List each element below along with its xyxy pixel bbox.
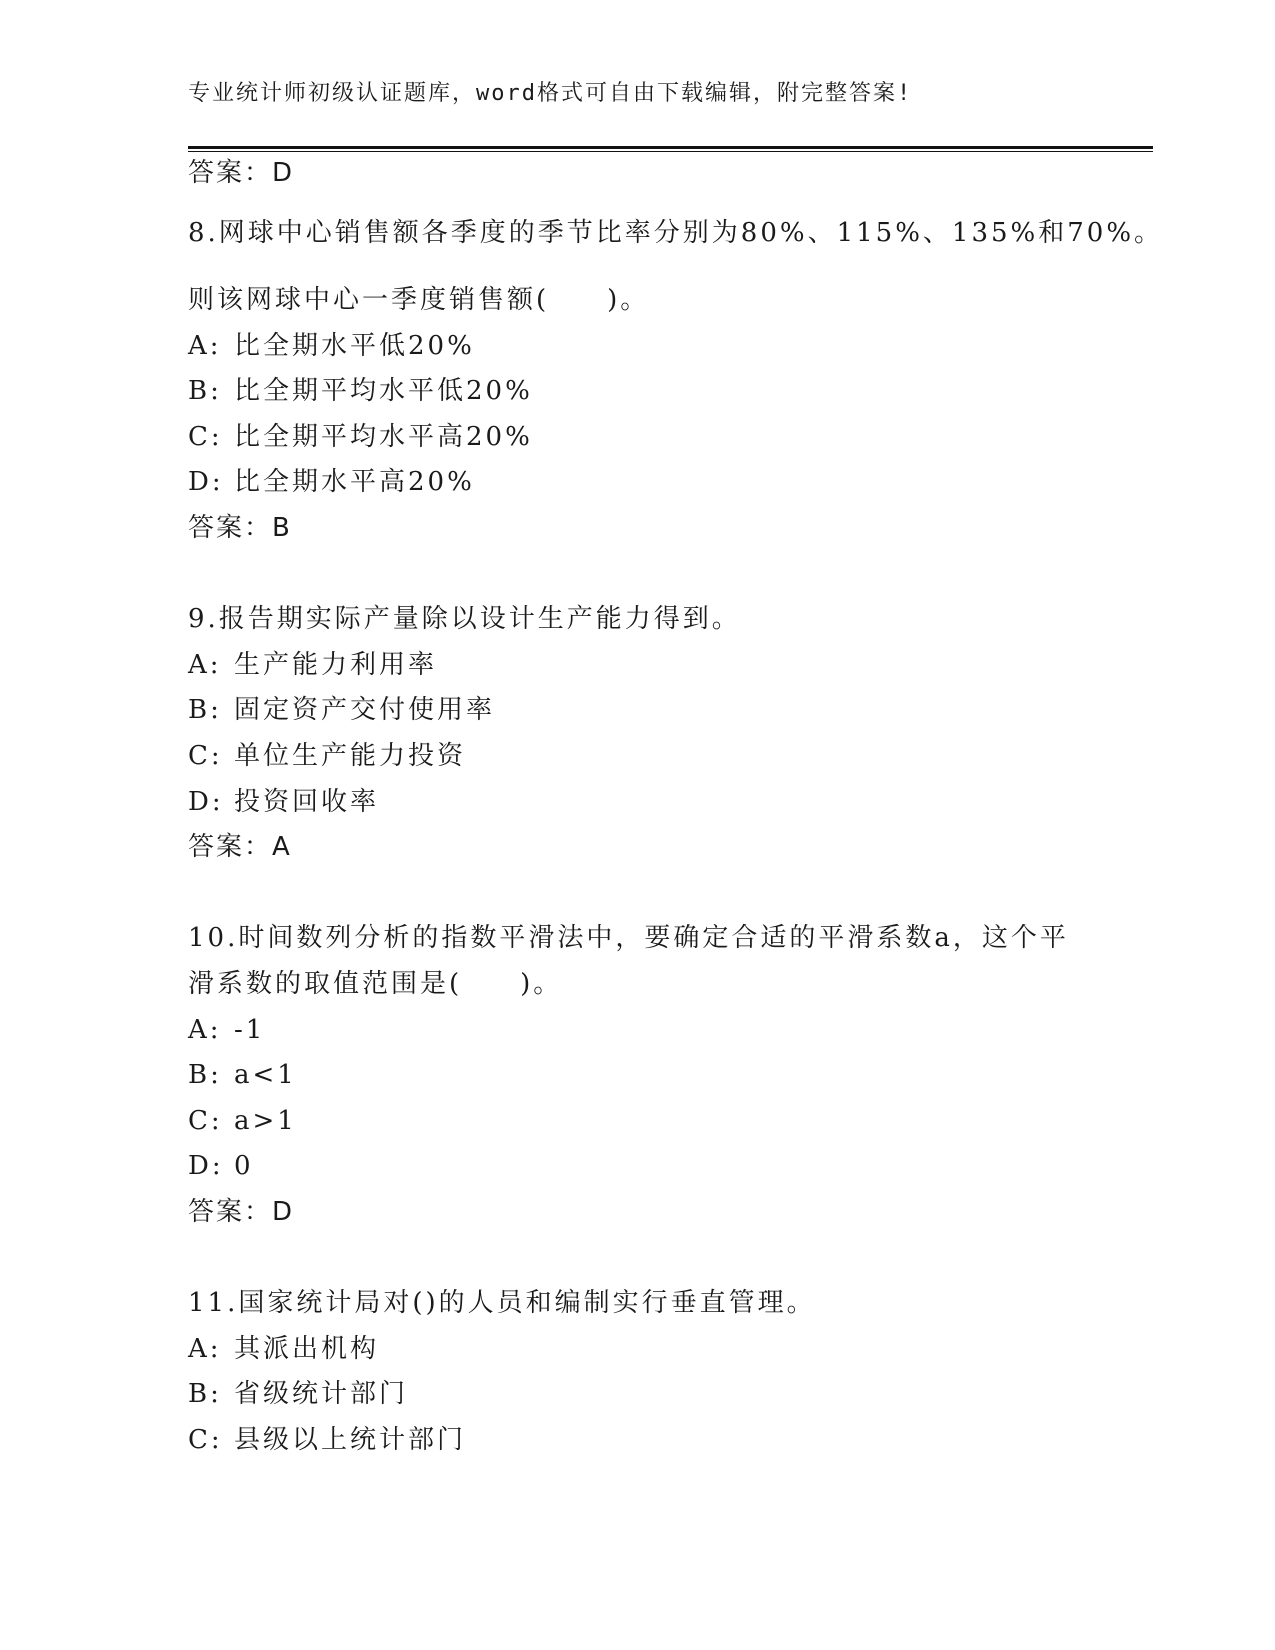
option-key: C:	[188, 1425, 223, 1455]
option-text: 固定资产交付使用率	[234, 695, 496, 725]
option-text: 生产能力利用率	[234, 650, 438, 680]
option-text: 省级统计部门	[234, 1379, 409, 1409]
option-key: C:	[188, 422, 223, 452]
question-stem: 滑系数的取值范围是( )。	[188, 969, 563, 999]
page-header: 专业统计师初级认证题库，word格式可自由下载编辑，附完整答案!	[188, 81, 913, 106]
option-a	[188, 330, 475, 362]
option-key: D:	[188, 1151, 224, 1181]
option-d	[188, 1150, 254, 1182]
option-key: A:	[188, 1015, 222, 1045]
option-text: 比全期水平低20%	[234, 331, 475, 361]
answer-line: 答案：A	[188, 832, 292, 862]
option-key: B:	[188, 1060, 222, 1090]
option-c	[188, 421, 533, 453]
option-text: 单位生产能力投资	[234, 741, 467, 771]
option-c	[188, 1105, 297, 1137]
option-key: D:	[188, 467, 224, 497]
option-text: 比全期水平高20%	[234, 467, 475, 497]
option-b	[188, 1059, 297, 1091]
option-c	[188, 740, 466, 772]
question-stem: 10.时间数列分析的指数平滑法中，要确定合适的平滑系数a，这个平	[188, 923, 1069, 953]
option-key: B:	[188, 1379, 222, 1409]
question-stem: 8.网球中心销售额各季度的季节比率分别为80%、115%、135%和70%。	[188, 218, 1164, 248]
option-b	[188, 1378, 408, 1410]
option-a	[188, 1014, 265, 1046]
answer-line: 答案：B	[188, 513, 292, 543]
answer-line: 答案：D	[188, 1197, 295, 1227]
option-text: 县级以上统计部门	[234, 1425, 467, 1455]
option-c	[188, 1424, 466, 1456]
option-text: a>1	[234, 1106, 297, 1136]
option-text: a<1	[234, 1060, 297, 1090]
option-b	[188, 375, 533, 407]
option-key: D:	[188, 787, 224, 817]
option-key: A:	[188, 650, 222, 680]
header-rule-thick	[188, 146, 1153, 149]
option-key: A:	[188, 331, 222, 361]
header-rule-thin	[188, 151, 1153, 152]
option-key: C:	[188, 1106, 223, 1136]
option-text: 比全期平均水平高20%	[234, 422, 533, 452]
option-text: 0	[234, 1151, 254, 1181]
question-stem: 则该网球中心一季度销售额( )。	[188, 285, 650, 315]
answer-line: 答案：D	[188, 158, 295, 188]
question-stem: 11.国家统计局对()的人员和编制实行垂直管理。	[188, 1288, 816, 1318]
option-d	[188, 786, 379, 818]
option-text: 投资回收率	[234, 787, 380, 817]
option-text: -1	[234, 1015, 266, 1045]
option-a	[188, 649, 437, 681]
option-b	[188, 694, 495, 726]
option-a	[188, 1333, 379, 1365]
option-key: B:	[188, 376, 222, 406]
option-key: C:	[188, 741, 223, 771]
option-text: 比全期平均水平低20%	[234, 376, 533, 406]
option-d	[188, 466, 475, 498]
option-text: 其派出机构	[234, 1334, 380, 1364]
option-key: A:	[188, 1334, 222, 1364]
question-stem: 9.报告期实际产量除以设计生产能力得到。	[188, 604, 741, 634]
option-key: B:	[188, 695, 222, 725]
